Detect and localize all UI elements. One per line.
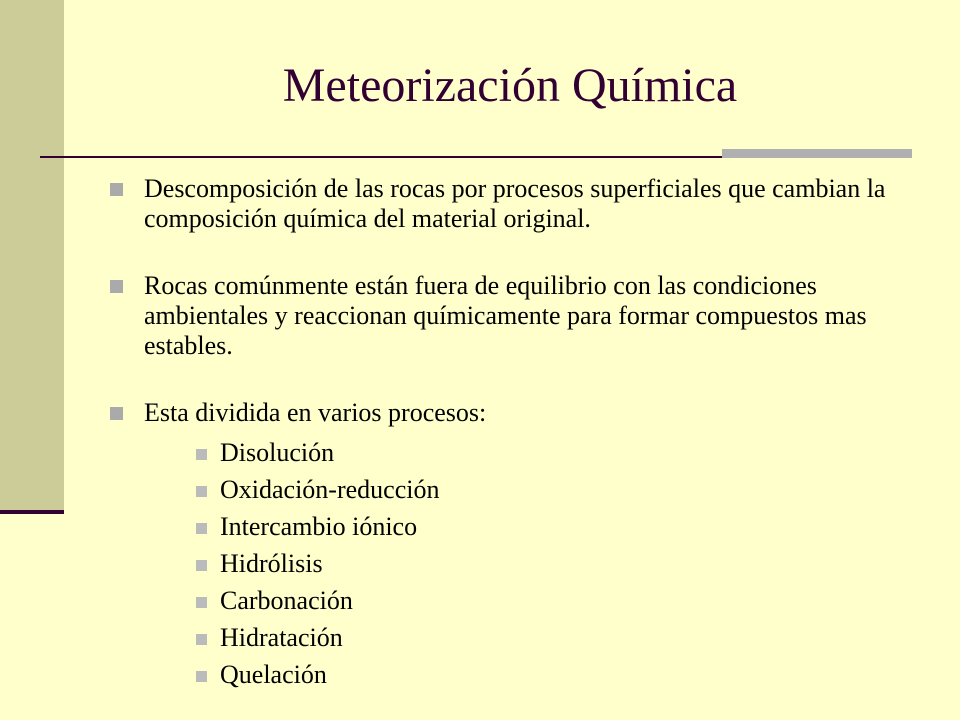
sub-bullet-text: Carbonación [220,586,353,615]
square-bullet-icon [110,280,123,293]
square-bullet-icon [196,560,207,571]
square-bullet-icon [196,523,207,534]
square-bullet-icon [110,183,123,196]
bullet-text: Esta dividida en varios procesos: [144,398,487,427]
sub-bullet-text: Hidrólisis [220,549,323,578]
bullet-text: Descomposición de las rocas por procesos superficiales que cambian la composición química del material original. [144,174,886,233]
sub-bullet-item [184,582,928,619]
sub-bullet-item [184,545,928,582]
bullet-text: Rocas comúnmente están fuera de equilibrio con las condiciones ambientales y reaccionan químicamente para formar compuestos mas estables. [144,271,867,360]
bullet-item [108,271,928,361]
sub-bullet-item [184,471,928,508]
sub-bullet-item [184,508,928,545]
sub-bullet-text: Hidratación [220,623,343,652]
title-accent-bar [722,149,912,158]
sub-bullet-text: Intercambio iónico [220,512,418,541]
sub-bullet-item [184,434,928,471]
square-bullet-icon [196,671,207,682]
sub-bullet-item [184,656,928,693]
square-bullet-icon [196,634,207,645]
sub-bullet-text: Quelación [220,660,327,689]
sub-bullet-text: Disolución [220,438,335,467]
bullet-item [108,174,928,234]
square-bullet-icon [196,449,207,460]
square-bullet-icon [196,486,207,497]
square-bullet-icon [196,597,207,608]
sub-bullet-list [184,434,928,693]
sub-bullet-item [184,619,928,656]
left-decorative-bar [0,0,64,512]
bullet-item [108,398,928,693]
left-bar-underline [0,510,64,514]
slide-title: Meteorización Química [282,59,738,112]
sub-bullet-text: Oxidación-reducción [220,475,440,504]
slide-content [108,174,928,693]
square-bullet-icon [110,407,123,420]
